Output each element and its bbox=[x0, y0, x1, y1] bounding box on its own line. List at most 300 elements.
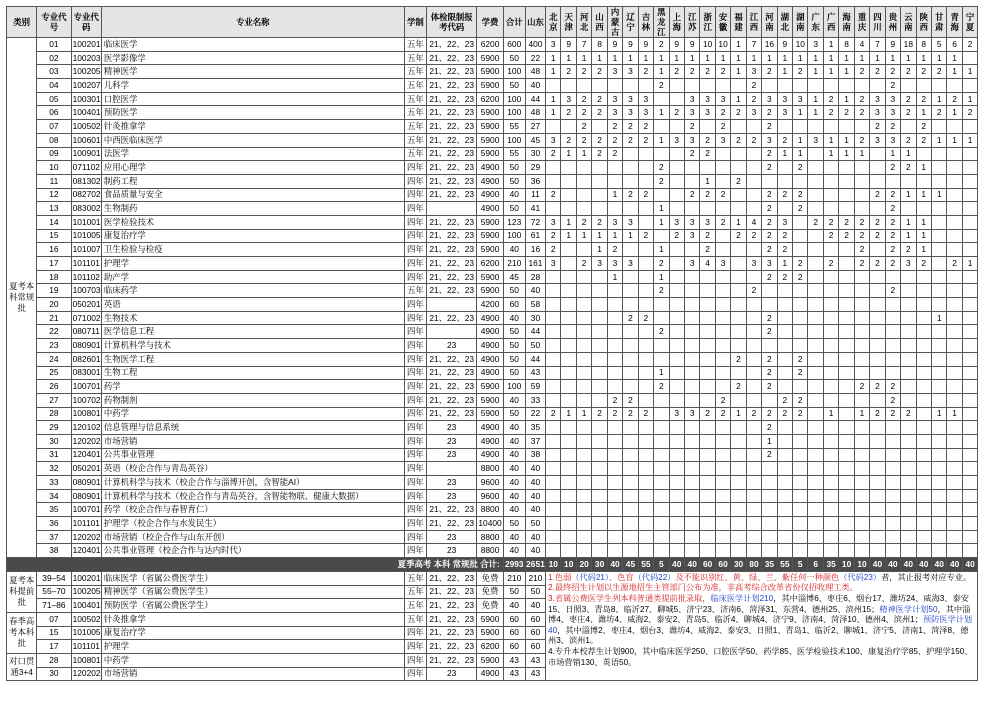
province-quota-cell bbox=[700, 284, 715, 298]
header-province: 河北 bbox=[576, 7, 591, 38]
major-name-cell: 计算机科学与技术 bbox=[101, 339, 404, 353]
province-quota-cell bbox=[823, 421, 838, 435]
province-quota-cell bbox=[962, 174, 977, 188]
province-quota-cell bbox=[715, 462, 730, 476]
province-quota-cell bbox=[854, 530, 869, 544]
province-quota-cell: 2 bbox=[962, 38, 977, 52]
province-quota-cell bbox=[669, 476, 684, 490]
province-quota-cell: 1 bbox=[731, 65, 746, 79]
province-quota-cell bbox=[777, 530, 792, 544]
province-quota-cell: 2 bbox=[731, 106, 746, 120]
province-quota-cell: 29 bbox=[525, 161, 545, 175]
province-quota-cell bbox=[669, 284, 684, 298]
province-quota-cell: 1 bbox=[700, 174, 715, 188]
province-quota-cell: 16 bbox=[525, 243, 545, 257]
province-quota-cell bbox=[623, 161, 638, 175]
province-quota-cell: 2 bbox=[885, 229, 900, 243]
province-quota-cell bbox=[638, 243, 653, 257]
province-quota-cell: 2 bbox=[808, 215, 823, 229]
province-quota-cell bbox=[546, 503, 561, 517]
province-quota-cell bbox=[931, 298, 946, 312]
province-quota-cell: 1 bbox=[561, 407, 576, 421]
province-quota-cell: 8 bbox=[592, 38, 607, 52]
province-quota-cell bbox=[561, 339, 576, 353]
province-quota-cell bbox=[715, 284, 730, 298]
total-province-cell: 40 bbox=[947, 558, 962, 572]
province-quota-cell bbox=[607, 311, 622, 325]
province-quota-cell bbox=[746, 174, 761, 188]
province-quota-cell bbox=[623, 448, 638, 462]
province-quota-cell bbox=[700, 339, 715, 353]
province-quota-cell bbox=[669, 489, 684, 503]
province-quota-cell: 2 bbox=[746, 133, 761, 147]
province-quota-cell: 2 bbox=[731, 352, 746, 366]
province-quota-cell: 3 bbox=[901, 257, 916, 271]
province-quota-cell: 72 bbox=[525, 215, 545, 229]
province-quota-cell: 1 bbox=[561, 215, 576, 229]
province-quota-cell: 2 bbox=[947, 257, 962, 271]
province-quota-cell: 50 bbox=[525, 585, 545, 599]
province-quota-cell: 3 bbox=[561, 92, 576, 106]
province-quota-cell bbox=[638, 530, 653, 544]
province-quota-cell bbox=[607, 352, 622, 366]
province-quota-cell bbox=[916, 311, 931, 325]
province-quota-cell: 2 bbox=[607, 407, 622, 421]
province-quota-cell: 2 bbox=[885, 284, 900, 298]
province-quota-cell: 2 bbox=[870, 380, 885, 394]
fee-cell: 4900 bbox=[477, 448, 503, 462]
province-quota-cell bbox=[669, 339, 684, 353]
province-quota-cell: 1 bbox=[839, 147, 854, 161]
province-quota-cell bbox=[777, 462, 792, 476]
province-quota-cell bbox=[654, 229, 669, 243]
province-quota-cell: 2 bbox=[777, 188, 792, 202]
province-quota-cell bbox=[854, 421, 869, 435]
total-cell: 40 bbox=[503, 448, 525, 462]
total-cell: 40 bbox=[503, 188, 525, 202]
province-quota-cell bbox=[931, 366, 946, 380]
province-quota-cell: 60 bbox=[525, 640, 545, 654]
province-quota-cell bbox=[762, 174, 777, 188]
province-quota-cell: 2 bbox=[546, 229, 561, 243]
province-quota-cell: 3 bbox=[669, 133, 684, 147]
province-quota-cell bbox=[654, 421, 669, 435]
province-quota-cell bbox=[916, 462, 931, 476]
total-province-cell: 35 bbox=[823, 558, 838, 572]
province-quota-cell: 1 bbox=[576, 407, 591, 421]
province-quota-cell: 60 bbox=[525, 612, 545, 626]
province-quota-cell bbox=[669, 517, 684, 531]
province-quota-cell: 3 bbox=[623, 106, 638, 120]
province-quota-cell bbox=[638, 462, 653, 476]
major-name-cell: 针灸推拿学 bbox=[101, 612, 404, 626]
province-quota-cell: 2 bbox=[870, 407, 885, 421]
province-quota-cell bbox=[839, 489, 854, 503]
province-quota-cell bbox=[561, 284, 576, 298]
plan-code-cell: 17 bbox=[37, 257, 71, 271]
restriction-cell: 23 bbox=[426, 421, 476, 435]
province-quota-cell bbox=[901, 434, 916, 448]
total-cell: 40 bbox=[503, 544, 525, 558]
province-quota-cell bbox=[684, 79, 699, 93]
province-quota-cell: 2 bbox=[885, 380, 900, 394]
province-quota-cell: 1 bbox=[931, 51, 946, 65]
table-row bbox=[7, 106, 994, 120]
fee-cell: 5900 bbox=[477, 380, 503, 394]
province-quota-cell bbox=[947, 352, 962, 366]
province-quota-cell: 40 bbox=[525, 503, 545, 517]
province-quota-cell: 3 bbox=[684, 92, 699, 106]
province-quota-cell bbox=[931, 270, 946, 284]
province-quota-cell: 1 bbox=[901, 188, 916, 202]
province-quota-cell bbox=[916, 407, 931, 421]
province-quota-cell bbox=[947, 298, 962, 312]
province-quota-cell bbox=[607, 517, 622, 531]
province-quota-cell bbox=[885, 421, 900, 435]
province-quota-cell: 210 bbox=[525, 571, 545, 585]
province-quota-cell bbox=[700, 298, 715, 312]
total-province-cell: 20 bbox=[576, 558, 591, 572]
province-quota-cell bbox=[962, 243, 977, 257]
province-quota-cell bbox=[546, 462, 561, 476]
duration-cell: 四年 bbox=[404, 462, 426, 476]
province-quota-cell bbox=[607, 489, 622, 503]
province-quota-cell bbox=[762, 544, 777, 558]
fee-cell: 6200 bbox=[477, 92, 503, 106]
province-quota-cell: 2 bbox=[731, 174, 746, 188]
province-quota-cell bbox=[962, 339, 977, 353]
province-quota-cell bbox=[962, 311, 977, 325]
province-quota-cell: 2 bbox=[916, 133, 931, 147]
province-quota-cell bbox=[592, 270, 607, 284]
plan-code-cell: 16 bbox=[37, 243, 71, 257]
province-quota-cell bbox=[638, 339, 653, 353]
province-quota-cell bbox=[901, 270, 916, 284]
province-quota-cell: 1 bbox=[576, 51, 591, 65]
province-quota-cell: 40 bbox=[525, 530, 545, 544]
province-quota-cell: 7 bbox=[576, 38, 591, 52]
total-cell: 50 bbox=[503, 202, 525, 216]
province-quota-cell: 3 bbox=[607, 215, 622, 229]
province-quota-cell bbox=[762, 489, 777, 503]
province-quota-cell: 2 bbox=[854, 65, 869, 79]
province-quota-cell bbox=[793, 421, 808, 435]
header-major-code: 专业代码 bbox=[71, 7, 101, 38]
plan-code-cell: 26 bbox=[37, 380, 71, 394]
total-cell: 40 bbox=[503, 311, 525, 325]
restriction-cell: 21、22、23 bbox=[426, 79, 476, 93]
province-quota-cell bbox=[793, 79, 808, 93]
province-quota-cell bbox=[654, 92, 669, 106]
total-province-cell: 5 bbox=[654, 558, 669, 572]
province-quota-cell bbox=[684, 174, 699, 188]
province-quota-cell: 2 bbox=[576, 133, 591, 147]
province-quota-cell bbox=[808, 407, 823, 421]
province-quota-cell bbox=[623, 544, 638, 558]
province-quota-cell bbox=[715, 298, 730, 312]
province-quota-cell bbox=[715, 311, 730, 325]
province-quota-cell: 2 bbox=[901, 106, 916, 120]
restriction-cell: 21、22、23 bbox=[426, 257, 476, 271]
province-quota-cell bbox=[793, 229, 808, 243]
total-province-cell: 10 bbox=[839, 558, 854, 572]
header-province: 青海 bbox=[947, 7, 962, 38]
province-quota-cell: 2 bbox=[654, 325, 669, 339]
province-quota-cell: 2 bbox=[669, 106, 684, 120]
major-name-cell: 儿科学 bbox=[101, 79, 404, 93]
duration-cell: 四年 bbox=[404, 161, 426, 175]
plan-code-cell: 04 bbox=[37, 79, 71, 93]
duration-cell: 四年 bbox=[404, 626, 426, 640]
province-quota-cell: 1 bbox=[916, 106, 931, 120]
province-quota-cell bbox=[931, 544, 946, 558]
header-province: 安徽 bbox=[715, 7, 730, 38]
province-quota-cell bbox=[561, 544, 576, 558]
province-quota-cell bbox=[962, 161, 977, 175]
province-quota-cell bbox=[592, 503, 607, 517]
province-quota-cell bbox=[870, 530, 885, 544]
province-quota-cell bbox=[962, 530, 977, 544]
table-row bbox=[7, 434, 994, 448]
province-quota-cell bbox=[576, 434, 591, 448]
major-code-cell: 100401 bbox=[71, 599, 101, 613]
province-quota-cell bbox=[546, 270, 561, 284]
province-quota-cell bbox=[839, 325, 854, 339]
province-quota-cell bbox=[793, 462, 808, 476]
province-quota-cell: 1 bbox=[731, 51, 746, 65]
major-name-cell: 助产学 bbox=[101, 270, 404, 284]
fee-cell: 5900 bbox=[477, 215, 503, 229]
province-quota-cell: 2 bbox=[638, 188, 653, 202]
province-quota-cell bbox=[962, 202, 977, 216]
province-quota-cell: 10 bbox=[700, 38, 715, 52]
total-cell: 43 bbox=[503, 653, 525, 667]
total-province-cell: 45 bbox=[623, 558, 638, 572]
province-quota-cell bbox=[546, 284, 561, 298]
major-code-cell: 120202 bbox=[71, 530, 101, 544]
province-quota-cell bbox=[916, 380, 931, 394]
province-quota-cell: 2 bbox=[592, 106, 607, 120]
province-quota-cell bbox=[947, 79, 962, 93]
header-province: 云南 bbox=[901, 7, 916, 38]
province-quota-cell bbox=[746, 544, 761, 558]
province-quota-cell: 3 bbox=[700, 92, 715, 106]
province-quota-cell bbox=[700, 380, 715, 394]
province-quota-cell bbox=[808, 174, 823, 188]
province-quota-cell bbox=[592, 339, 607, 353]
province-quota-cell bbox=[746, 517, 761, 531]
province-quota-cell bbox=[823, 366, 838, 380]
province-quota-cell bbox=[731, 325, 746, 339]
province-quota-cell bbox=[823, 298, 838, 312]
plan-code-cell: 30 bbox=[37, 667, 71, 681]
fee-cell: 8800 bbox=[477, 544, 503, 558]
major-code-cell: 100702 bbox=[71, 393, 101, 407]
plan-code-cell: 34 bbox=[37, 489, 71, 503]
province-quota-cell bbox=[715, 503, 730, 517]
province-quota-cell bbox=[654, 311, 669, 325]
province-quota-cell: 2 bbox=[777, 393, 792, 407]
major-code-cell: 100502 bbox=[71, 120, 101, 134]
total-province-cell: 55 bbox=[638, 558, 653, 572]
province-quota-cell bbox=[962, 517, 977, 531]
province-quota-cell bbox=[777, 284, 792, 298]
province-quota-cell bbox=[607, 530, 622, 544]
province-quota-cell bbox=[669, 544, 684, 558]
province-quota-cell bbox=[777, 544, 792, 558]
province-quota-cell bbox=[808, 434, 823, 448]
province-quota-cell bbox=[592, 530, 607, 544]
total-province-cell: 40 bbox=[885, 558, 900, 572]
province-quota-cell: 1 bbox=[654, 366, 669, 380]
major-code-cell: 050201 bbox=[71, 462, 101, 476]
major-code-cell: 083002 bbox=[71, 202, 101, 216]
province-quota-cell: 1 bbox=[592, 229, 607, 243]
header-province: 陕西 bbox=[916, 7, 931, 38]
major-code-cell: 100502 bbox=[71, 612, 101, 626]
province-quota-cell: 2 bbox=[638, 311, 653, 325]
fee-cell: 5900 bbox=[477, 147, 503, 161]
province-quota-cell: 1 bbox=[916, 229, 931, 243]
header-province: 贵州 bbox=[885, 7, 900, 38]
note-text: 者，其止报考对应专业。 bbox=[881, 572, 972, 582]
major-name-cell: 生物医学工程 bbox=[101, 352, 404, 366]
admission-plan-table bbox=[6, 6, 994, 681]
note-text: ，其中淄博4、枣庄4、潍坊4、威海2、泰安2、青岛5、临沂4、聊城4、济宁9、济南4、菏泽10、德州4、滨州1； bbox=[548, 604, 971, 625]
province-quota-cell: 1 bbox=[654, 243, 669, 257]
province-quota-cell bbox=[839, 270, 854, 284]
province-quota-cell bbox=[793, 380, 808, 394]
province-quota-cell bbox=[870, 517, 885, 531]
province-quota-cell: 2 bbox=[762, 188, 777, 202]
province-quota-cell bbox=[854, 298, 869, 312]
province-quota-cell bbox=[808, 476, 823, 490]
province-quota-cell bbox=[823, 489, 838, 503]
fee-cell: 8800 bbox=[477, 462, 503, 476]
province-quota-cell bbox=[731, 421, 746, 435]
province-quota-cell bbox=[962, 147, 977, 161]
province-quota-cell bbox=[870, 79, 885, 93]
table-row bbox=[7, 284, 994, 298]
province-quota-cell bbox=[700, 448, 715, 462]
province-quota-cell bbox=[576, 503, 591, 517]
province-quota-cell bbox=[607, 79, 622, 93]
province-quota-cell: 2 bbox=[731, 229, 746, 243]
province-quota-cell: 3 bbox=[623, 65, 638, 79]
province-quota-cell: 2 bbox=[839, 215, 854, 229]
province-quota-cell: 2 bbox=[793, 188, 808, 202]
province-quota-cell bbox=[916, 503, 931, 517]
province-quota-cell: 2 bbox=[762, 311, 777, 325]
province-quota-cell bbox=[654, 544, 669, 558]
province-quota-cell: 1 bbox=[546, 92, 561, 106]
province-quota-cell: 3 bbox=[793, 92, 808, 106]
major-name-cell: 法医学 bbox=[101, 147, 404, 161]
province-quota-cell: 41 bbox=[525, 202, 545, 216]
province-quota-cell: 1 bbox=[839, 51, 854, 65]
plan-code-cell: 35 bbox=[37, 503, 71, 517]
fee-cell: 4900 bbox=[477, 202, 503, 216]
major-code-cell: 100205 bbox=[71, 65, 101, 79]
province-quota-cell bbox=[870, 544, 885, 558]
duration-cell: 五年 bbox=[404, 284, 426, 298]
province-quota-cell bbox=[561, 434, 576, 448]
province-quota-cell: 1 bbox=[854, 407, 869, 421]
total-province-cell: 55 bbox=[777, 558, 792, 572]
total-province-cell: 40 bbox=[684, 558, 699, 572]
province-quota-cell: 2 bbox=[623, 311, 638, 325]
province-quota-cell: 2 bbox=[684, 188, 699, 202]
province-quota-cell bbox=[669, 311, 684, 325]
province-quota-cell bbox=[638, 325, 653, 339]
province-quota-cell: 40 bbox=[525, 544, 545, 558]
province-quota-cell: 2 bbox=[607, 133, 622, 147]
province-quota-cell: 1 bbox=[777, 147, 792, 161]
table-row bbox=[7, 38, 994, 52]
major-code-cell: 120401 bbox=[71, 448, 101, 462]
major-code-cell: 100401 bbox=[71, 106, 101, 120]
restriction-cell: 21、22、23 bbox=[426, 38, 476, 52]
province-quota-cell: 40 bbox=[525, 599, 545, 613]
province-quota-cell bbox=[546, 352, 561, 366]
major-code-cell: 101005 bbox=[71, 626, 101, 640]
table-row bbox=[7, 530, 994, 544]
province-quota-cell: 1 bbox=[576, 147, 591, 161]
duration-cell: 四年 bbox=[404, 311, 426, 325]
province-quota-cell bbox=[962, 215, 977, 229]
fee-cell: 4900 bbox=[477, 366, 503, 380]
duration-cell: 四年 bbox=[404, 517, 426, 531]
province-quota-cell bbox=[546, 421, 561, 435]
province-quota-cell: 3 bbox=[762, 133, 777, 147]
province-quota-cell: 3 bbox=[546, 38, 561, 52]
province-quota-cell bbox=[638, 202, 653, 216]
province-quota-cell: 2 bbox=[916, 65, 931, 79]
province-quota-cell bbox=[700, 462, 715, 476]
province-quota-cell bbox=[684, 530, 699, 544]
table-row bbox=[7, 257, 994, 271]
province-quota-cell bbox=[592, 120, 607, 134]
province-quota-cell bbox=[684, 393, 699, 407]
total-cell: 40 bbox=[503, 243, 525, 257]
province-quota-cell bbox=[592, 544, 607, 558]
province-quota-cell bbox=[700, 476, 715, 490]
province-quota-cell: 2 bbox=[793, 407, 808, 421]
province-quota-cell: 2 bbox=[916, 92, 931, 106]
province-quota-cell bbox=[762, 530, 777, 544]
province-quota-cell bbox=[962, 380, 977, 394]
province-quota-cell: 7 bbox=[870, 38, 885, 52]
province-quota-cell: 1 bbox=[823, 147, 838, 161]
plan-code-cell: 25 bbox=[37, 366, 71, 380]
admission-plan-table-container bbox=[6, 6, 994, 681]
plan-code-cell: 37 bbox=[37, 530, 71, 544]
province-quota-cell bbox=[962, 120, 977, 134]
province-quota-cell: 11 bbox=[525, 188, 545, 202]
header-province: 福建 bbox=[731, 7, 746, 38]
province-quota-cell bbox=[916, 476, 931, 490]
major-name-cell: 临床医学 bbox=[101, 38, 404, 52]
note-text: 精神医学计划50 bbox=[879, 604, 938, 614]
major-name-cell: 英语（校企合作与青岛英谷） bbox=[101, 462, 404, 476]
total-cell: 60 bbox=[503, 640, 525, 654]
restriction-cell: 21、22、23 bbox=[426, 366, 476, 380]
major-code-cell: 100801 bbox=[71, 653, 101, 667]
major-code-cell: 100201 bbox=[71, 571, 101, 585]
province-quota-cell bbox=[731, 517, 746, 531]
duration-cell: 五年 bbox=[404, 133, 426, 147]
province-quota-cell: 2 bbox=[885, 393, 900, 407]
